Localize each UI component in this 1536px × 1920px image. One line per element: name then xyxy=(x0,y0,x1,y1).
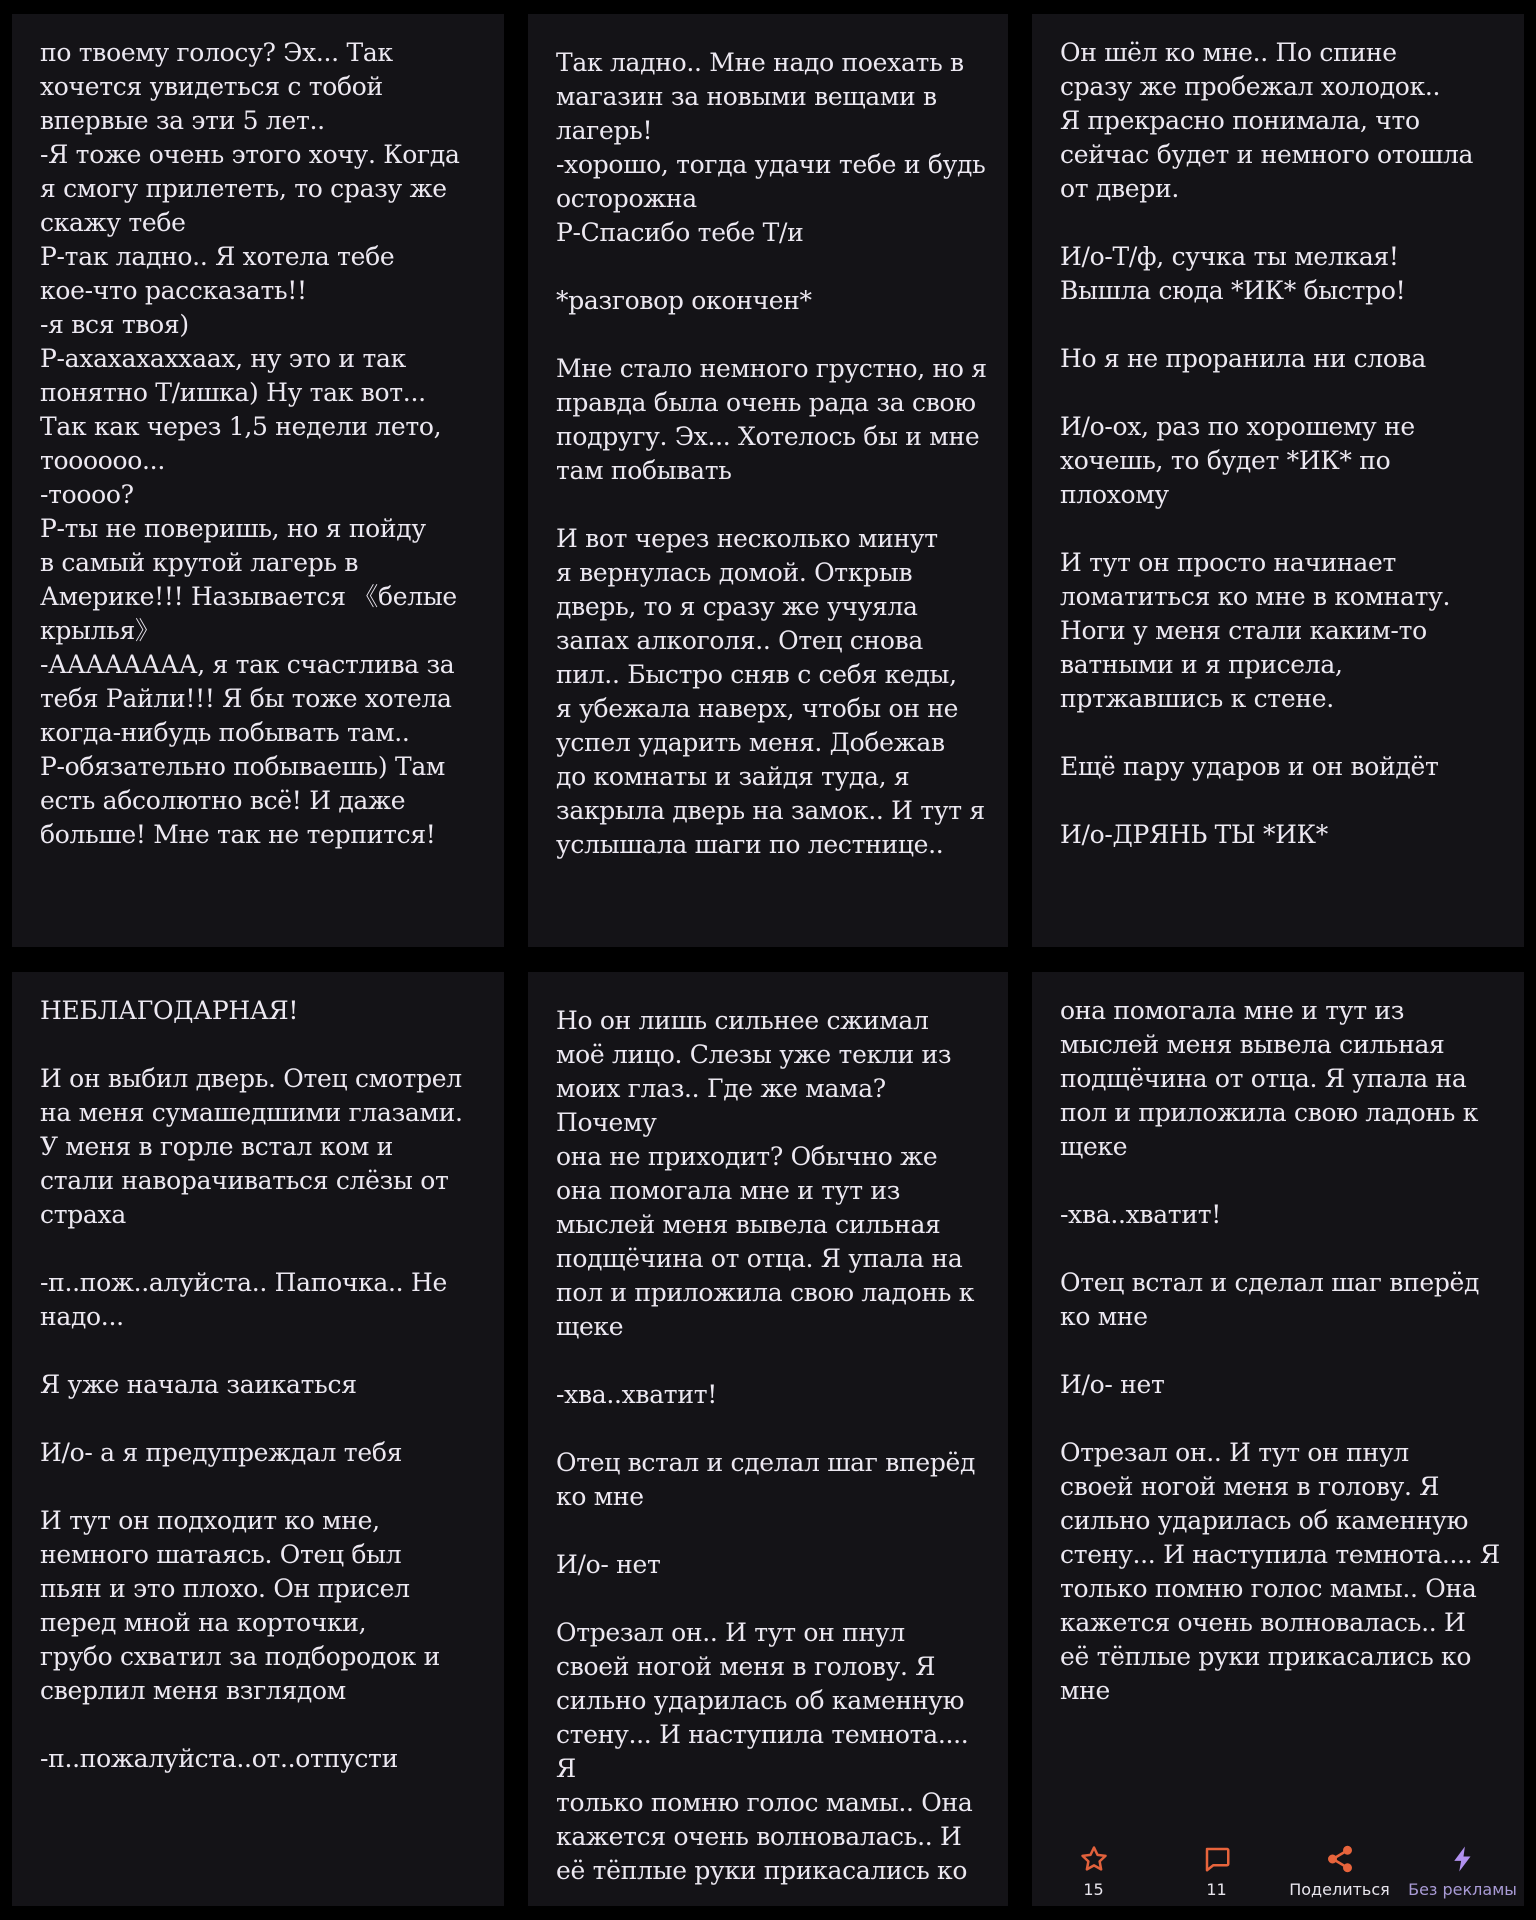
panel-text: Он шёл ко мне.. По спине сразу же пробежал холодок.. Я прекрасно понимала, что сейчас будет и немного отошла от двери. И/о-Т/ф, сучка ты мелкая! Вышла сюда *ИК* быстро! Но я не проранила ни слова И/о-ох, раз по хорошему не хочешь, то будет *ИК* по плохому И тут он просто начинает ломатиться ко мне в комнату. Ноги у меня стали каким-то ватными и я присела, пртжавшись к стене. Ещё пару ударов и он войдёт И/о-ДРЯНЬ ТЫ *ИК* xyxy=(1060,38,1474,849)
action-bar xyxy=(1032,1830,1524,1906)
share-icon xyxy=(1325,1844,1355,1874)
text-panel-3 xyxy=(1032,14,1524,947)
lightning-icon xyxy=(1448,1844,1478,1874)
like-count: 15 xyxy=(1083,1880,1104,1899)
comments-button[interactable] xyxy=(1157,1844,1277,1899)
comments-count: 11 xyxy=(1206,1880,1227,1899)
comment-icon xyxy=(1202,1844,1232,1874)
panel-text: Так ладно.. Мне надо поехать в магазин за новыми вещами в лагерь! -хорошо, тогда удачи тебе и будь осторожна Р-Спасибо тебе Т/и *разговор окончен* Мне стало немного грустно, но я правда была очень рада за свою подругу. Эх... Хотелось бы и мне там побывать И вот через несколько минут я вернулась домой. Открыв дверь, то я сразу же учуяла запах алкоголя.. Отец снова пил.. Быстро сняв с себя кеды, я убежала наверх, чтобы он не успел ударить меня. Добежав до комнаты и зайдя туда, я закрыла дверь на замок.. И тут я услышала шаги по лестнице.. xyxy=(556,48,987,859)
no-ads-label: Без рекламы xyxy=(1408,1880,1517,1899)
text-panel-4 xyxy=(12,972,504,1906)
text-panel-6 xyxy=(1032,972,1524,1906)
star-icon xyxy=(1079,1844,1109,1874)
share-button[interactable] xyxy=(1280,1844,1400,1899)
panel-text: НЕБЛАГОДАРНАЯ! И он выбил дверь. Отец смотрел на меня сумашедшими глазами. У меня в горле встал ком и стали наворачиваться слёзы от страха -п..пож..алуйста.. Папочка.. Не надо... Я уже начала заикаться И/о- а я предупреждал тебя И тут он подходит ко мне, немного шатаясь. Отец был пьян и это плохо. Он присел перед мной на корточки, грубо схватил за подбородок и сверлил меня взглядом -п..пожалуйста..от..отпусти xyxy=(40,996,463,1773)
like-button[interactable] xyxy=(1034,1844,1154,1899)
text-panel-1 xyxy=(12,14,504,947)
share-label: Поделиться xyxy=(1289,1880,1390,1899)
text-panel-2 xyxy=(528,14,1008,947)
panel-text: Но он лишь сильнее сжимал моё лицо. Слезы уже текли из моих глаз.. Где же мама? Почему она не приходит? Обычно же она помогала мне и тут из мыслей меня вывела сильная подщёчина от отца. Я упала на пол и приложила свою ладонь к щеке -хва..хватит! Отец встал и сделал шаг вперёд ко мне И/о- нет Отрезал он.. И тут он пнул своей ногой меня в голову. Я сильно ударилась об каменную стену... И наступила темнота.... Я только помню голос мамы.. Она кажется очень волновалась.. И её тёплые руки прикасались ко xyxy=(556,1006,976,1885)
panel-text: по твоему голосу? Эх... Так хочется увидеться с тобой впервые за эти 5 лет.. -Я тоже очень этого хочу. Когда я смогу прилететь, то сразу же скажу тебе Р-так ладно.. Я хотела тебе кое-что рассказать!! -я вся твоя) Р-ахахахаххаах, ну это и так понятно Т/ишка) Ну так вот... Так как через 1,5 недели лето, тоооооо... -тоооо? Р-ты не поверишь, но я пойду в самый крутой лагерь в Америке!!! Называется 《белые крылья》 -АААААААА, я так счастлива за тебя Райли!!! Я бы тоже хотела когда-нибудь побывать там.. Р-обязательно побываешь) Там есть абсолютно всё! И даже больше! Мне так не терпится! xyxy=(40,38,460,849)
no-ads-button[interactable] xyxy=(1403,1844,1523,1899)
panel-text: она помогала мне и тут из мыслей меня вывела сильная подщёчина от отца. Я упала на пол и приложила свою ладонь к щеке -хва..хватит! Отец встал и сделал шаг вперёд ко мне И/о- нет Отрезал он.. И тут он пнул своей ногой меня в голову. Я сильно ударилась об каменную стену... И наступила темнота.... Я только помню голос мамы.. Она кажется очень волновалась.. И её тёплые руки прикасались ко мне xyxy=(1060,996,1500,1705)
text-panel-5 xyxy=(528,972,1008,1906)
